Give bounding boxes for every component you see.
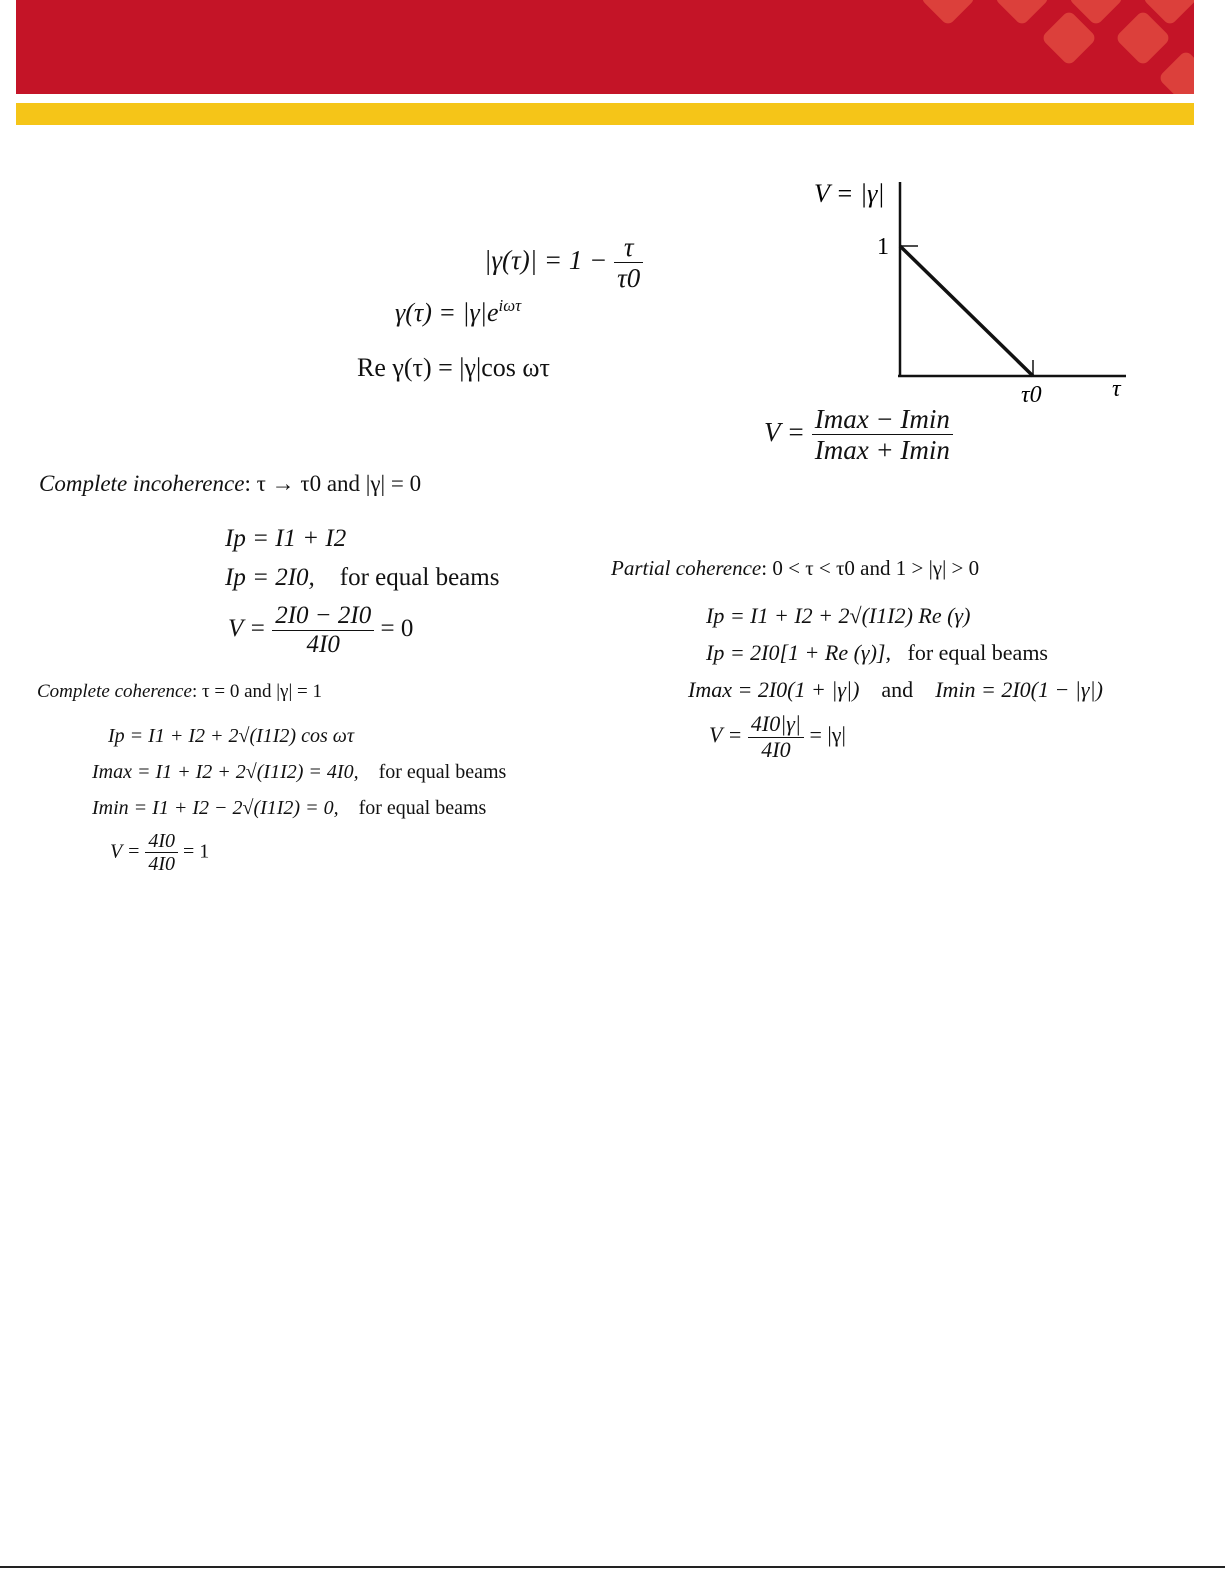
footer-divider bbox=[0, 1566, 1225, 1568]
incoherence-heading: Complete incoherence bbox=[39, 471, 245, 496]
plot-y-tick-label: 1 bbox=[877, 234, 889, 260]
incoherence-condition: : τ → τ0 and |γ| = 0 bbox=[244, 471, 422, 496]
plot-y-label: V = |γ| bbox=[814, 179, 885, 208]
coherence-eq3: Imin = I1 + I2 − 2√(I1I2) = 0, for equal beams bbox=[92, 797, 487, 819]
coherence-eq1: Ip = I1 + I2 + 2√(I1I2) cos ωτ bbox=[108, 725, 355, 747]
coherence-heading-line bbox=[37, 682, 322, 701]
partial-eq3: Imax = 2I0(1 + |γ|) and Imin = 2I0(1 − |γ|) bbox=[688, 677, 1103, 702]
visibility-plot bbox=[790, 170, 1150, 410]
incoherence-eq1: Ip = I1 + I2 bbox=[225, 525, 347, 552]
real-gamma-equation: Re γ(τ) = |γ|cos ωτ bbox=[357, 353, 550, 382]
plot-visibility-line bbox=[900, 246, 1033, 376]
partial-heading-line bbox=[611, 558, 979, 579]
incoherence-eq3: V = $\frac{2I0 - 2I0}{4I0}$ = 0 bbox=[228, 602, 414, 658]
gamma-magnitude-equation: |γ(τ)| = 1 − $\frac{\tau}{\tau 0}$ bbox=[484, 232, 643, 293]
plot-x-tick-label: τ0 bbox=[1021, 382, 1042, 408]
incoherence-eq2: Ip = 2I0, for equal beams bbox=[225, 564, 500, 591]
header-diamond-decoration bbox=[1158, 50, 1194, 94]
incoherence-heading-line bbox=[39, 472, 421, 495]
partial-heading: Partial coherence bbox=[611, 556, 762, 580]
gamma-complex-equation: $\gamma(\tau) = |\gamma|e^{i\omega\tau}$ bbox=[395, 295, 522, 327]
partial-condition: : 0 < τ < τ0 and 1 > |γ| > 0 bbox=[761, 556, 980, 580]
partial-eq1: Ip = I1 + I2 + 2√(I1I2) Re (γ) bbox=[706, 603, 971, 628]
coherence-eq2: Imax = I1 + I2 + 2√(I1I2) = 4I0, for equal beams bbox=[92, 761, 507, 783]
plot-x-axis-label: τ bbox=[1112, 376, 1121, 402]
coherence-condition: : τ = 0 and |γ| = 1 bbox=[191, 681, 322, 702]
partial-eq4: V = $\frac{4I0|\gamma|}{4I0}$ = |γ| bbox=[709, 711, 846, 762]
header-accent-bar bbox=[16, 103, 1194, 125]
partial-eq2: Ip = 2I0[1 + Re (γ)], for equal beams bbox=[706, 640, 1048, 665]
header-banner bbox=[16, 0, 1194, 94]
visibility-definition: V = $\frac{Imax - Imin}{Imax + Imin}$ bbox=[764, 404, 953, 465]
coherence-eq4: V = $\frac{4I0}{4I0}$ = 1 bbox=[110, 830, 210, 876]
header-diamond-decoration bbox=[994, 0, 1051, 26]
header-diamond-decoration bbox=[920, 0, 977, 26]
coherence-heading: Complete coherence bbox=[37, 681, 192, 702]
